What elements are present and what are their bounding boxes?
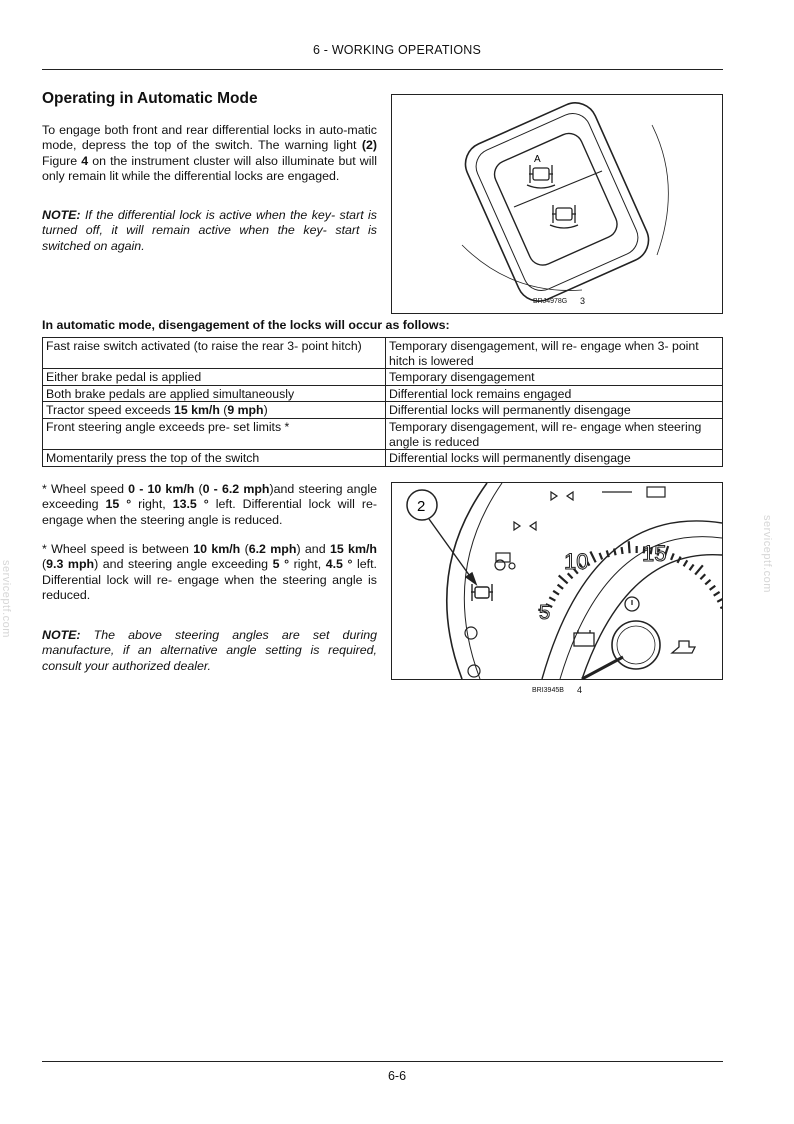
gauge-tick (695, 565, 703, 574)
auto-label: A (534, 154, 541, 165)
footnote-wheel-speed-low: * Wheel speed 0 - 10 km/h (0 - 6.2 mph)and steering angle exceeding 15 ° right, 13.5 ° left. Differential lock will re- engage when the steering angle is reduced. (42, 482, 378, 527)
figure-code: BRJ4978G (533, 298, 568, 305)
footer-rule (42, 1061, 723, 1062)
diff-lock-icon-lower (550, 205, 578, 228)
turn-signal-icon (514, 522, 536, 530)
brake-icon (625, 597, 639, 611)
figure-number: 3 (580, 296, 586, 306)
diff-lock-icon (527, 165, 555, 188)
table-cell-result: Differential lock remains engaged (386, 385, 723, 402)
battery-icon (574, 630, 594, 646)
speedometer-dial (612, 621, 660, 669)
gauge-tick (590, 552, 595, 563)
gauge-tick (553, 591, 559, 595)
table-row (43, 338, 723, 369)
table-cell-condition: Momentarily press the top of the switch (43, 450, 386, 467)
table-cell-result: Temporary disengagement (386, 369, 723, 386)
table-cell-result: Temporary disengagement, will re- engage when 3- point hitch is lowered (386, 338, 723, 369)
gauge-tick (629, 541, 630, 553)
intro-paragraph: To engage both front and rear differential locks in auto-matic mode, depress the top of the switch. The warning light (2) Figure 4 on the instrument cluster will also illuminate but will only remain lit while the differential locks are engaged. (42, 123, 377, 184)
callout-number: 2 (417, 498, 426, 515)
gauge-tick (684, 560, 688, 566)
gauge-tick (705, 580, 710, 585)
gauge-tick (717, 596, 722, 602)
gauge-tick (558, 585, 564, 589)
callout-arrow (429, 519, 476, 584)
steering-icon (465, 627, 477, 639)
oil-pressure-icon (672, 641, 695, 653)
watermark-left: serviceptf.com (0, 560, 12, 638)
figure-4-instrument-cluster (391, 482, 723, 680)
instrument-cluster-illustration (392, 483, 722, 679)
table-row (43, 402, 723, 419)
page-number: 6-6 (387, 1069, 407, 1083)
table-cell-condition: Front steering angle exceeds pre- set limits * (43, 418, 386, 449)
table-cell-condition: Either brake pedal is applied (43, 369, 386, 386)
figure-4-code: BRI3945B (532, 687, 564, 694)
footnote-wheel-speed-high: * Wheel speed is between 10 km/h (6.2 mph) and 15 km/h (9.3 mph) and steering angle exceeding 5 ° right, 4.5 ° left. Differential lock will re- engage when the steering angle is reduced. (42, 542, 378, 603)
gauge-tick (549, 597, 555, 600)
note-steering-angles: NOTE: The above steering angles are set during manufacture, if an alternative angle setting is required, consult your authorized dealer. (42, 628, 377, 673)
gauge-tick (720, 605, 722, 608)
table-row (43, 369, 723, 386)
table-cell-result: Differential locks will permanently disengage (386, 402, 723, 419)
watermark-right: serviceptf.com (761, 515, 773, 593)
table-row (43, 418, 723, 449)
hazard-icon-top (551, 492, 573, 500)
gauge-tick (600, 553, 603, 560)
gauge-tick (690, 565, 694, 571)
table-cell-condition: Fast raise switch activated (to raise the rear 3- point hitch) (43, 338, 386, 369)
dial-label-5: 5 (539, 602, 551, 624)
gauge-tick (568, 573, 573, 578)
fuel-icon (602, 487, 665, 497)
note-key-start: NOTE: If the differential lock is active when the key- start is turned off, it will remain active when the key- start is switched on again. (42, 208, 377, 253)
disengagement-table (42, 337, 723, 467)
header-rule (42, 69, 723, 70)
gauge-tick (559, 575, 568, 583)
gauge-tick (677, 557, 680, 563)
table-row (43, 450, 723, 467)
dial-label-10: 10 (564, 549, 589, 574)
page-header: 6 - WORKING OPERATIONS (312, 43, 482, 57)
gauge-tick (671, 553, 674, 559)
note-label: NOTE: (42, 628, 81, 642)
gauge-tick (614, 548, 616, 555)
gauge-tick (622, 547, 623, 554)
pto-icon (468, 665, 480, 677)
table-cell-condition: Both brake pedals are applied simultaneously (43, 385, 386, 402)
table-cell-condition: Tractor speed exceeds 15 km/h (9 mph) (43, 402, 386, 419)
gauge-tick (700, 574, 705, 579)
dial-label-15: 15 (642, 541, 667, 566)
diff-lock-warning-icon (471, 584, 493, 601)
table-title: In automatic mode, disengagement of the locks will occur as follows: (42, 318, 450, 332)
table-row (43, 385, 723, 402)
table-cell-result: Temporary disengagement, will re- engage when steering angle is reduced (386, 418, 723, 449)
figure-4-number: 4 (577, 685, 583, 695)
gauge-tick (714, 592, 720, 596)
section-title: Operating in Automatic Mode (42, 90, 258, 107)
note-label: NOTE: (42, 208, 81, 222)
figure-3-switch (391, 94, 723, 314)
gauge-tick (710, 586, 716, 590)
table-cell-result: Differential locks will permanently disengage (386, 450, 723, 467)
tractor-icon (495, 553, 515, 570)
rocker-switch-illustration (392, 95, 722, 313)
